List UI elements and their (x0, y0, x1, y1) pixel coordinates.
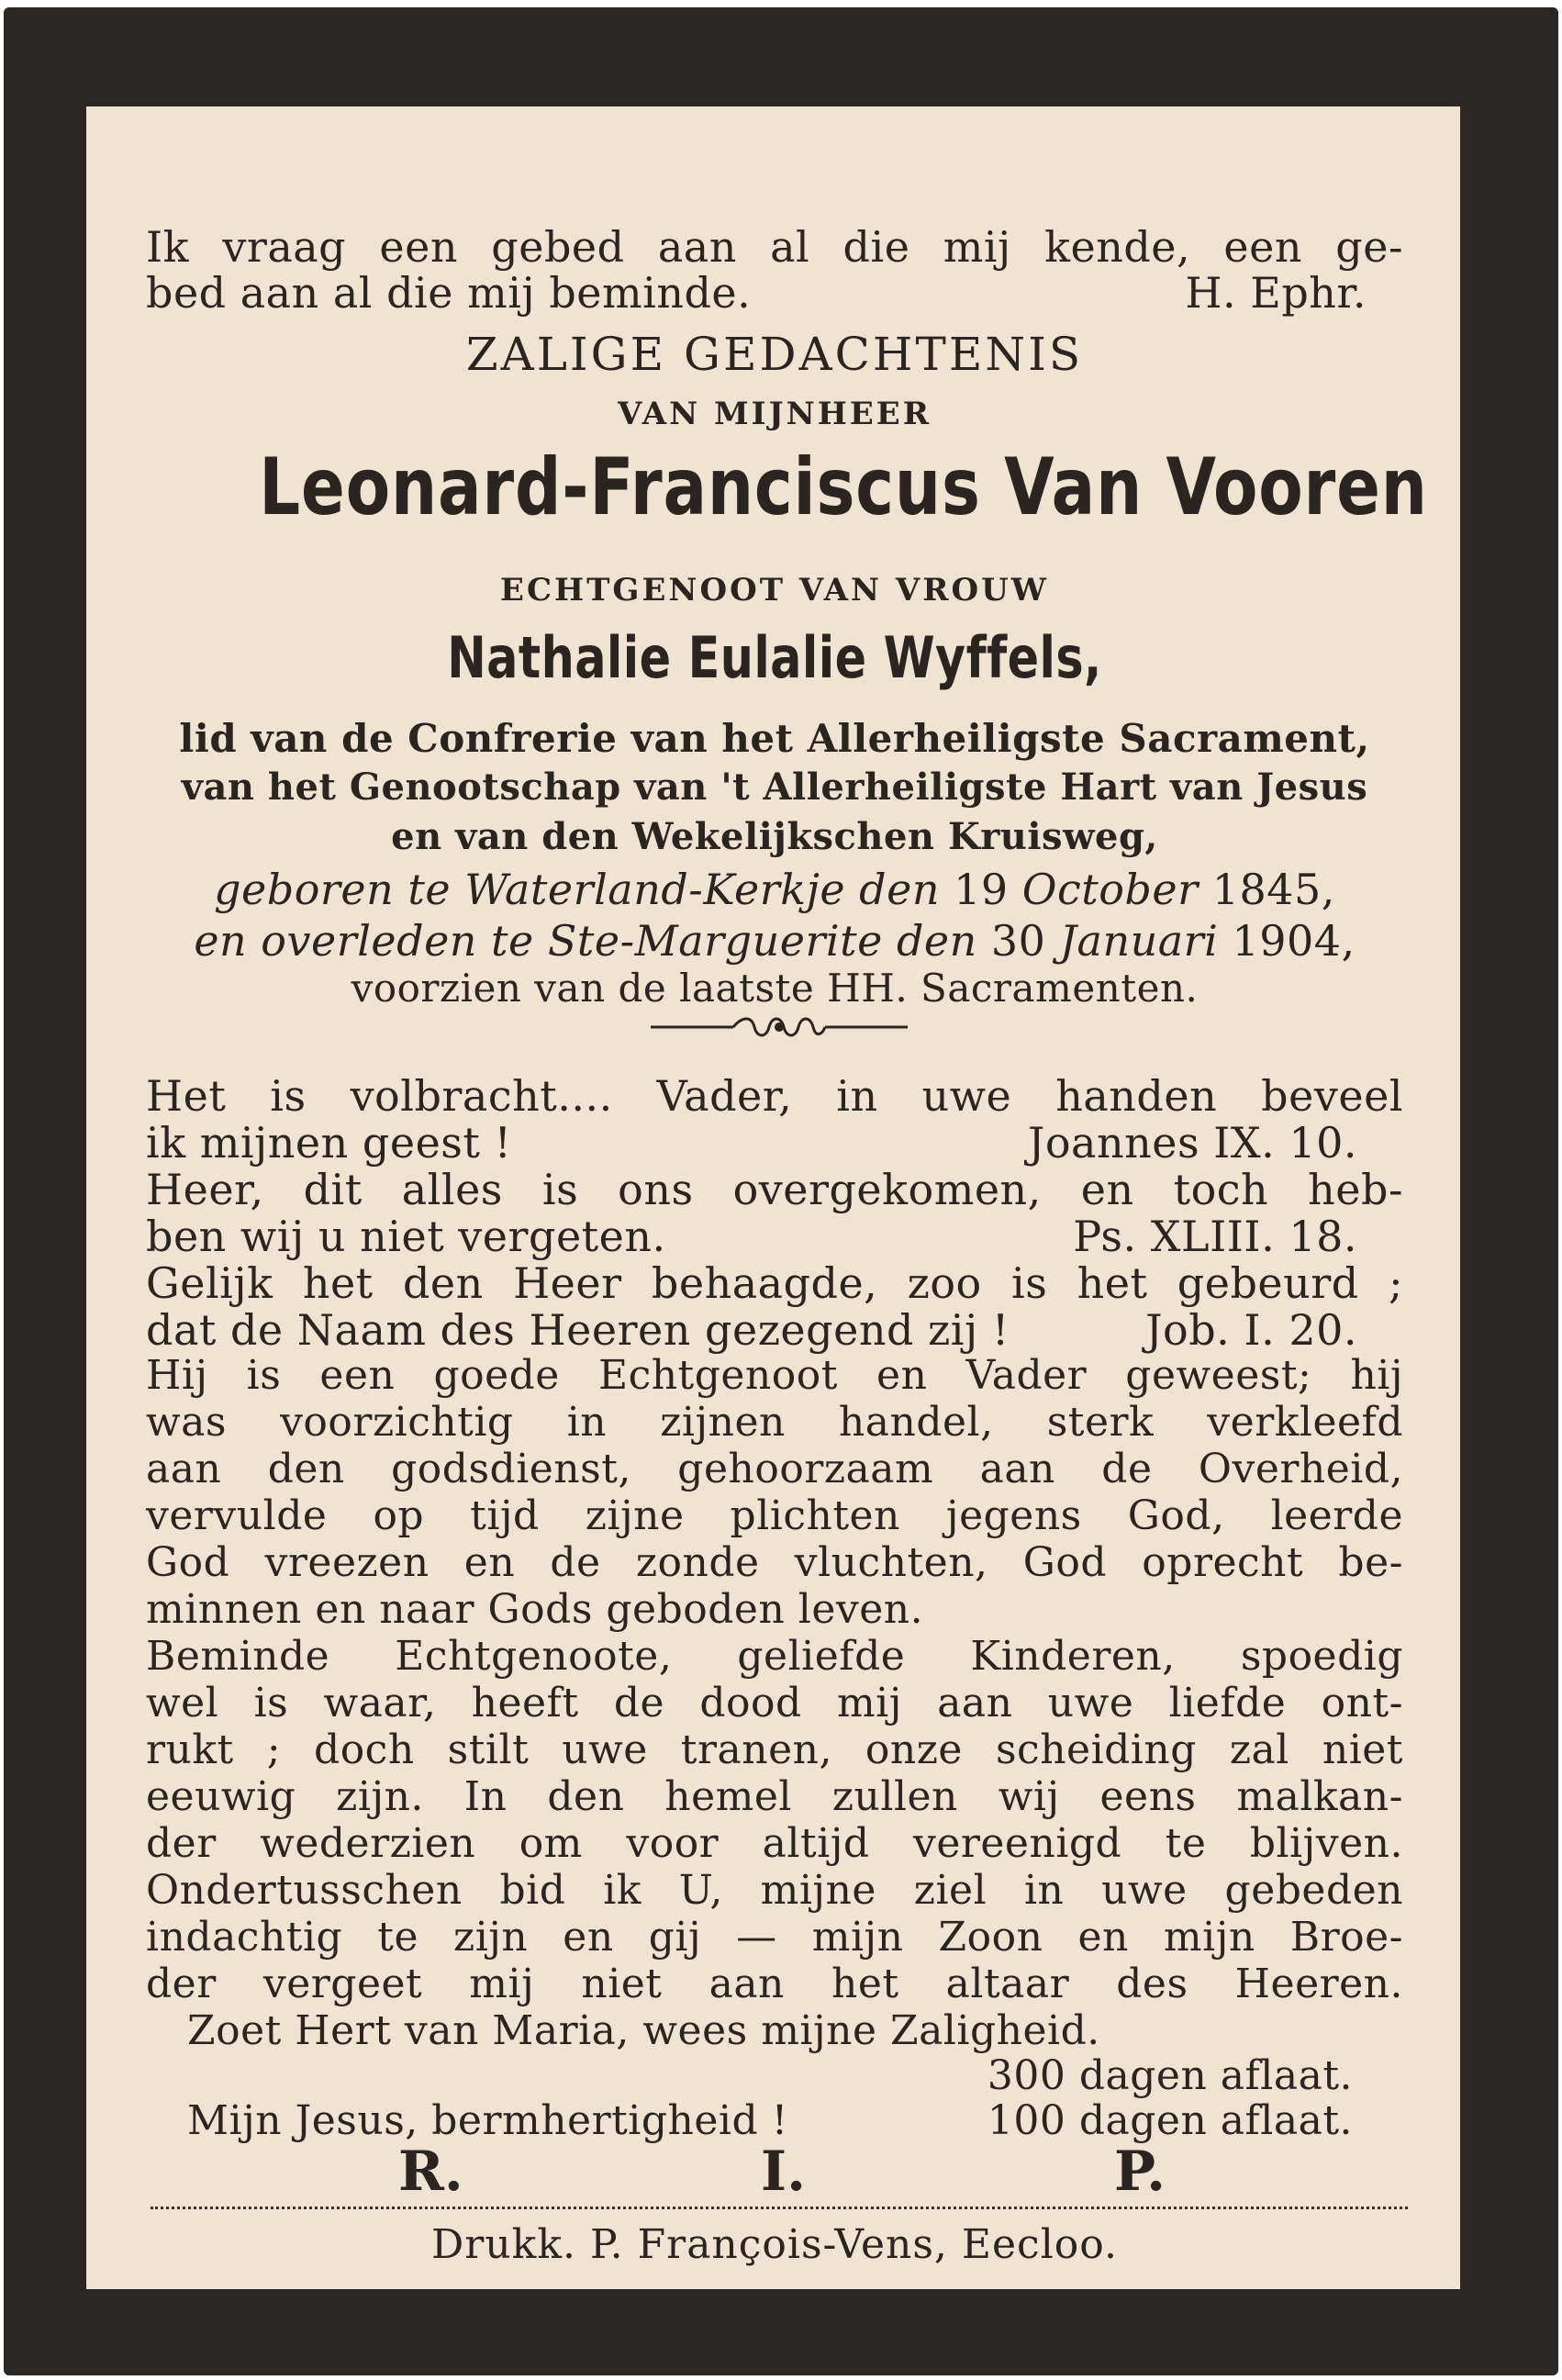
mourning-card-border (4, 7, 1558, 2375)
epigraph-source: H. Ephr. (1185, 268, 1367, 318)
verse-source: Joannes IX. 10. (1027, 1118, 1357, 1168)
body-line-10: eeuwig zijn. In den hemel zullen wij eens malkan- (146, 1773, 1403, 1820)
verse-line-2 (146, 1118, 1403, 1168)
dotted-rule (151, 2207, 1408, 2209)
body-line-5: God vreezen en de zonde vluchten, God oprecht be- (146, 1539, 1403, 1586)
body-line-14: der vergeet mij niet aan het altaar des Heeren. (146, 1961, 1403, 2007)
rip-i: I. (761, 2140, 806, 2204)
body-line-9: rukt ; doch stilt uwe tranen, onze scheiding zal niet (146, 1726, 1403, 1773)
birth-month: October (1021, 865, 1199, 914)
detail-line-2: van het Genootschap van 't Allerheiligste Hart van Jesus (181, 765, 1368, 809)
rip-r: R. (398, 2140, 463, 2204)
verse-line-1: Het is volbracht.... Vader, in uwe handen beveel (146, 1071, 1403, 1121)
indulgence-300: 300 dagen aflaat. (987, 2052, 1353, 2099)
sacraments-line: voorzien van de laatste HH. Sacramenten. (351, 966, 1199, 1011)
body-line-3: aan den godsdienst, gehoorzaam aan de Overheid, (146, 1446, 1403, 1492)
body-line-13: indachtig te zijn en gij — mijn Zoon en mijn Broe- (146, 1914, 1403, 1961)
birth-line (146, 865, 1403, 914)
deceased-name: Leonard-Franciscus Van Vooren (259, 441, 1428, 533)
verse-source: Ps. XLIII. 18. (1073, 1212, 1357, 1261)
death-line (146, 916, 1403, 966)
body-line-2: was voorzichtig in zijnen handel, sterk verkleefd (146, 1399, 1403, 1446)
ornament-divider (646, 1009, 912, 1045)
body-line-11: der wederzien om voor altijd vereenigd te blijven. (146, 1820, 1403, 1867)
verse-text: ik mijnen geest ! (146, 1118, 512, 1168)
body-line-4: vervulde op tijd zijne plichten jegens God, leerde (146, 1492, 1403, 1539)
death-month: Januari (1059, 916, 1219, 966)
death-year: 1904, (1232, 916, 1356, 966)
verse-line-4 (146, 1212, 1403, 1261)
body-line-15: Zoet Hert van Maria, wees mijne Zaligheid. (187, 2007, 1100, 2054)
heading: ZALIGE GEDACHTENIS (465, 328, 1084, 381)
epigraph-line-1: Ik vraag een gebed aan al die mij kende, een ge- (146, 222, 1403, 272)
epigraph-line-2 (146, 268, 1403, 318)
printer-credit: Drukk. P. François-Vens, Eecloo. (431, 2221, 1118, 2268)
birth-text: geboren te Waterland-Kerkje den (214, 865, 940, 914)
prayer-text: Mijn Jesus, bermhertigheid ! (187, 2097, 788, 2144)
birth-day: 19 (954, 865, 1009, 914)
body-line-1: Hij is een goede Echtgenoot en Vader geweest; hij (146, 1352, 1403, 1399)
body-line-8: wel is waar, heeft de dood mij aan uwe liefde ont- (146, 1680, 1403, 1726)
verse-line-6 (146, 1305, 1403, 1355)
rip-p: P. (1114, 2140, 1166, 2204)
verse-source: Job. I. 20. (1145, 1305, 1357, 1355)
body-line-12: Ondertusschen bid ik U, mijne ziel in uwe gebeden (146, 1867, 1403, 1914)
epigraph-text: bed aan al die mij beminde. (146, 268, 752, 318)
verse-line-3: Heer, dit alles is ons overgekomen, en toch heb- (146, 1165, 1403, 1214)
spouse-label: ECHTGENOOT VAN VROUW (500, 572, 1049, 609)
indulgence-prayer-line (146, 2097, 1403, 2144)
spouse-name: Nathalie Eulalie Wyffels, (447, 624, 1102, 691)
verse-text: dat de Naam des Heeren gezegend zij ! (146, 1305, 1010, 1355)
body-line-6: minnen en naar Gods geboden leven. (146, 1586, 924, 1633)
body-line-7: Beminde Echtgenoote, geliefde Kinderen, spoedig (146, 1633, 1403, 1680)
detail-line-1: lid van de Confrerie van het Allerheiligste Sacrament, (179, 716, 1370, 761)
detail-line-3: en van den Wekelijkschen Kruisweg, (391, 815, 1158, 858)
birth-year: 1845, (1211, 865, 1335, 914)
verse-text: ben wij u niet vergeten. (146, 1212, 666, 1261)
verse-line-5: Gelijk het den Heer behaagde, zoo is het gebeurd ; (146, 1258, 1403, 1308)
memorial-card (86, 106, 1460, 2289)
indulgence-100: 100 dagen aflaat. (987, 2097, 1353, 2144)
death-day: 30 (990, 916, 1046, 966)
death-text: en overleden te Ste-Marguerite den (194, 916, 977, 966)
subheading: VAN MIJNHEER (618, 396, 932, 432)
